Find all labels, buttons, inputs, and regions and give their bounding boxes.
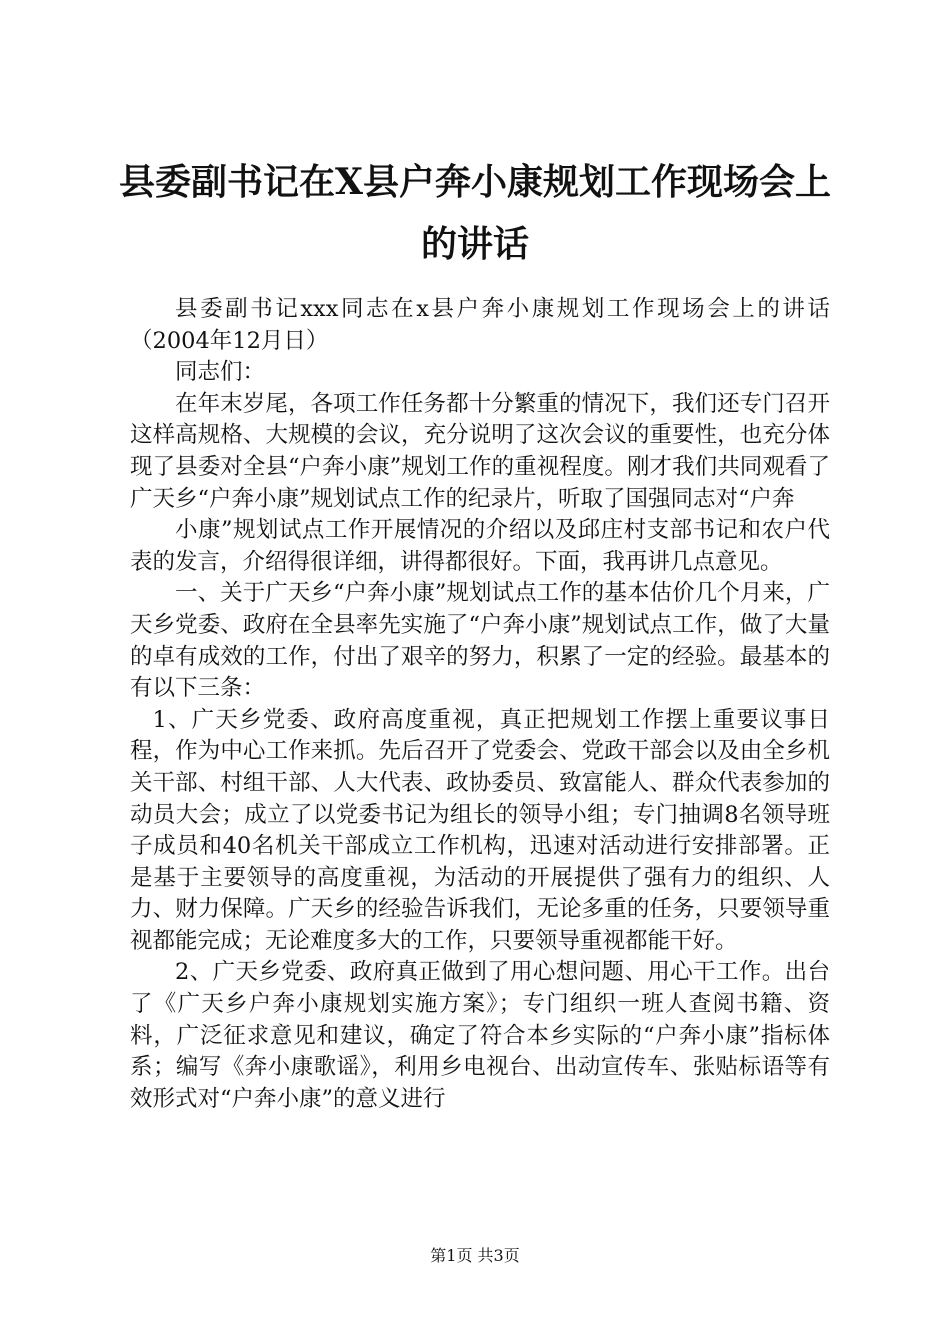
document-body bbox=[130, 294, 830, 1115]
page-footer: 第1页 共3页 bbox=[430, 1246, 520, 1265]
paragraph-salutation: 同志们： bbox=[175, 359, 266, 386]
paragraph-point-one: 1、广天乡党委、政府高度重视，真正把规划工作摆上重要议事日程，作为中心工作来抓。先后召开了党委会、党政干部会以及由全乡机关干部、村组干部、人大代表、政协委员、致富能人、群众代表参加的动员大会；成立了以党委书记为组长的领导小组；专门抽调8名领导班子成员和40名机关干部成立工作机构，迅速对活动进行安排部署。正是基于主要领导的高度重视，为活动的开展提供了强有力的组织、人力、财力保障。广天乡的经验告诉我们，无论多重的任务，只要领导重视都能完成；无论难度多大的工作，只要领导重视都能干好。 bbox=[130, 706, 830, 954]
paragraph-opening: 在年末岁尾，各项工作任务都十分繁重的情况下，我们还专门召开这样高规格、大规模的会议，充分说明了这次会议的重要性，也充分体现了县委对全县“户奔小康”规划工作的重视程度。刚才我们共同观看了广天乡“户奔小康”规划试点工作的纪录片，听取了国强同志对“户奔 bbox=[130, 390, 830, 512]
paragraph-continuation: 小康”规划试点工作开展情况的介绍以及邱庄村支部书记和农户代表的发言，介绍得很详细，讲得都很好。下面，我再讲几点意见。 bbox=[130, 517, 830, 575]
paragraph-section-one: 一、关于广天乡“户奔小康”规划试点工作的基本估价几个月来，广天乡党委、政府在全县率先实施了“户奔小康”规划试点工作，做了大量的卓有成效的工作，付出了艰辛的努力，积累了一定的经验。最基本的有以下三条： bbox=[130, 580, 830, 702]
paragraph-intro: 县委副书记xxx同志在x县户奔小康规划工作现场会上的讲话（2004年12月日） bbox=[130, 296, 830, 354]
document-title-line-2: 的讲话 bbox=[420, 223, 529, 265]
document-title-line-1: 县委副书记在X县户奔小康规划工作现场会上 bbox=[119, 161, 831, 203]
paragraph-point-two: 2、广天乡党委、政府真正做到了用心想问题、用心干工作。出台了《广天乡户奔小康规划实施方案》；专门组织一班人查阅书籍、资料，广泛征求意见和建议，确定了符合本乡实际的“户奔小康”指标体系；编写《奔小康歌谣》，利用乡电视台、出动宣传车、张贴标语等有效形式对“户奔小康”的意义进行 bbox=[130, 959, 830, 1112]
